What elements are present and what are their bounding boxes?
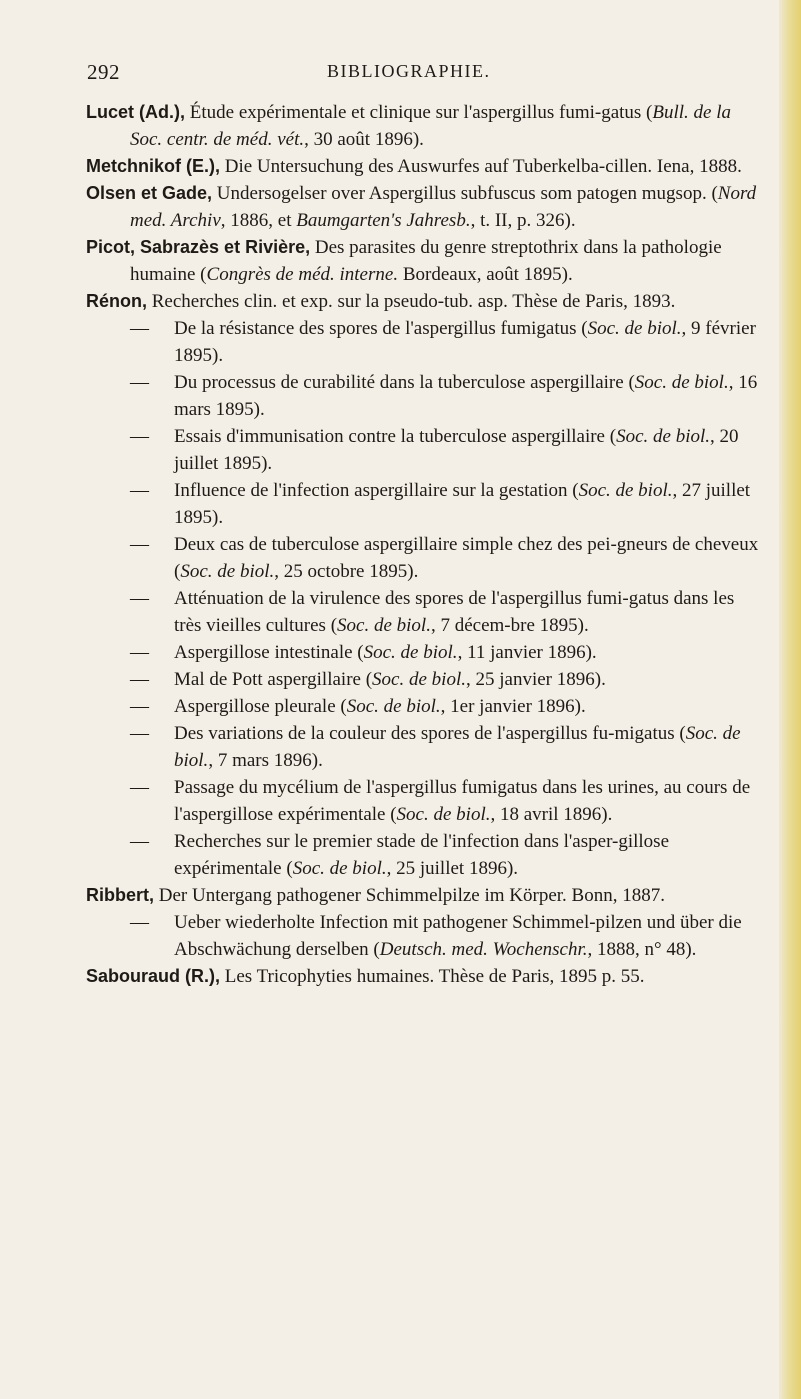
entry-text: Undersogelser over Aspergillus subfuscus som patogen mugsop. ( [212, 183, 718, 204]
entry-text: Die Untersuchung des Auswurfes auf Tuberkelba-cillen. Iena, 1888. [220, 156, 742, 177]
entry-text: Passage du mycélium de l'aspergillus fumigatus dans les urines, au cours de l'aspergillose expérimentale ( [174, 777, 751, 825]
entry-author: Olsen et Gade, [86, 183, 213, 203]
bibliography-entry [86, 288, 766, 315]
running-header [87, 60, 761, 86]
journal-title: Soc. de biol. [180, 561, 275, 582]
entry-text: , 11 janvier 1896). [457, 642, 597, 663]
page-edge [779, 0, 801, 1399]
journal-title: Deutsch. med. Wochenschr. [379, 939, 588, 960]
bibliography-entry [86, 963, 766, 990]
bibliography-entry [86, 774, 766, 828]
entry-text: Ueber wiederholte Infection mit pathogener Schimmel-pilzen und über die Abschwächung derselben ( [174, 912, 742, 960]
journal-title: Soc. de biol. [346, 696, 441, 717]
bibliography-list [86, 99, 766, 990]
bibliography-entry [86, 99, 766, 153]
entry-text: , 18 avril 1896). [490, 804, 613, 825]
journal-title: Soc. de biol. [578, 480, 673, 501]
journal-title: Nord med. Archiv [130, 183, 757, 231]
entry-text: Des variations de la couleur des spores de l'aspergillus fu-migatus ( [174, 723, 686, 744]
entry-text: , 20 juillet 1895). [174, 426, 739, 474]
entry-text: De la résistance des spores de l'aspergillus fumigatus ( [174, 318, 588, 339]
entry-text: Influence de l'infection aspergillaire sur la gestation ( [174, 480, 579, 501]
entry-text: Mal de Pott aspergillaire ( [174, 669, 373, 690]
entry-author: Metchnikof (E.), [86, 156, 220, 176]
journal-title: Soc. de biol. [174, 723, 741, 771]
entry-author: Sabouraud (R.), [86, 966, 220, 986]
entry-text: Recherches clin. et exp. sur la pseudo-tub. asp. Thèse de Paris, 1893. [147, 291, 676, 312]
ditto-dash: — [130, 480, 149, 501]
bibliography-entry [86, 639, 766, 666]
entry-author: Ribbert, [86, 885, 155, 905]
entry-text: Der Untergang pathogener Schimmelpilze im Körper. Bonn, 1887. [154, 885, 665, 906]
journal-title: Bull. de la Soc. centr. de méd. vét. [130, 102, 732, 150]
bibliography-entry [86, 666, 766, 693]
bibliography-entry [86, 828, 766, 882]
page-number: 292 [87, 60, 120, 84]
ditto-dash: — [130, 426, 149, 447]
entry-text: , 7 décem-bre 1895). [430, 615, 589, 636]
entry-text: Essais d'immunisation contre la tuberculose aspergillaire ( [174, 426, 617, 447]
ditto-dash: — [130, 642, 149, 663]
bibliography-entry [86, 531, 766, 585]
ditto-dash: — [130, 831, 149, 852]
entry-text: , 27 juillet 1895). [174, 480, 751, 528]
entry-text: Aspergillose pleurale ( [174, 696, 347, 717]
bibliography-entry [86, 423, 766, 477]
ditto-dash: — [130, 318, 149, 339]
entry-text: Aspergillose intestinale ( [174, 642, 364, 663]
journal-title: Soc. de biol. [292, 858, 387, 879]
ditto-dash: — [130, 777, 149, 798]
ditto-dash: — [130, 372, 149, 393]
ditto-dash: — [130, 723, 149, 744]
entry-text: , 7 mars 1896). [208, 750, 323, 771]
journal-title: Soc. de biol. [396, 804, 491, 825]
ditto-dash: — [130, 696, 149, 717]
entry-text: Étude expérimentale et clinique sur l'aspergillus fumi-gatus ( [185, 102, 653, 123]
entry-text: , 9 février 1895). [174, 318, 756, 366]
entry-text: , 16 mars 1895). [174, 372, 758, 420]
entry-text: , 25 juillet 1896). [386, 858, 519, 879]
entry-text: Des parasites du genre streptothrix dans la pathologie humaine ( [130, 237, 722, 285]
journal-title: Soc. de biol. [363, 642, 458, 663]
entry-text: Deux cas de tuberculose aspergillaire simple chez des pei-gneurs de cheveux ( [174, 534, 759, 582]
journal-title: Baumgarten's Jahresb. [296, 210, 471, 231]
journal-title: Congrès de méd. interne. [206, 264, 399, 285]
journal-title: Soc. de biol. [616, 426, 711, 447]
bibliography-entry [86, 315, 766, 369]
entry-text: , t. II, p. 326). [470, 210, 576, 231]
ditto-dash: — [130, 588, 149, 609]
entry-author: Lucet (Ad.), [86, 102, 185, 122]
bibliography-entry [86, 153, 766, 180]
journal-title: Soc. de biol. [337, 615, 431, 636]
ditto-dash: — [130, 534, 149, 555]
entry-text: , 25 janvier 1896). [465, 669, 606, 690]
bibliography-entry [86, 180, 766, 234]
entry-text: Du processus de curabilité dans la tuberculose aspergillaire ( [174, 372, 635, 393]
entry-author: Picot, Sabrazès et Rivière, [86, 237, 311, 257]
bibliography-entry [86, 234, 766, 288]
entry-text: , 1888, n° 48). [587, 939, 697, 960]
entry-text: Atténuation de la virulence des spores de l'aspergillus fumi-gatus dans les très vieilles cultures ( [174, 588, 735, 636]
journal-title: Soc. de biol. [634, 372, 729, 393]
entry-text: , 1er janvier 1896). [440, 696, 586, 717]
bibliography-entry [86, 477, 766, 531]
journal-title: Soc. de biol. [587, 318, 682, 339]
entry-text: Recherches sur le premier stade de l'infection dans l'asper-gillose expérimentale ( [174, 831, 670, 879]
entry-text: , 25 octobre 1895). [274, 561, 419, 582]
bibliography-entry [86, 369, 766, 423]
bibliography-entry [86, 585, 766, 639]
entry-text: Les Tricophyties humaines. Thèse de Paris, 1895 p. 55. [220, 966, 645, 987]
bibliography-entry [86, 882, 766, 909]
entry-text: , 1886, et [220, 210, 297, 231]
ditto-dash: — [130, 669, 149, 690]
bibliography-entry [86, 693, 766, 720]
running-title: BIBLIOGRAPHIE. [327, 61, 491, 81]
entry-author: Rénon, [86, 291, 147, 311]
bibliography-entry [86, 909, 766, 963]
entry-text: , 30 août 1896). [304, 129, 424, 150]
entry-text: Bordeaux, août 1895). [398, 264, 573, 285]
bibliography-entry [86, 720, 766, 774]
journal-title: Soc. de biol. [372, 669, 466, 690]
ditto-dash: — [130, 912, 149, 933]
